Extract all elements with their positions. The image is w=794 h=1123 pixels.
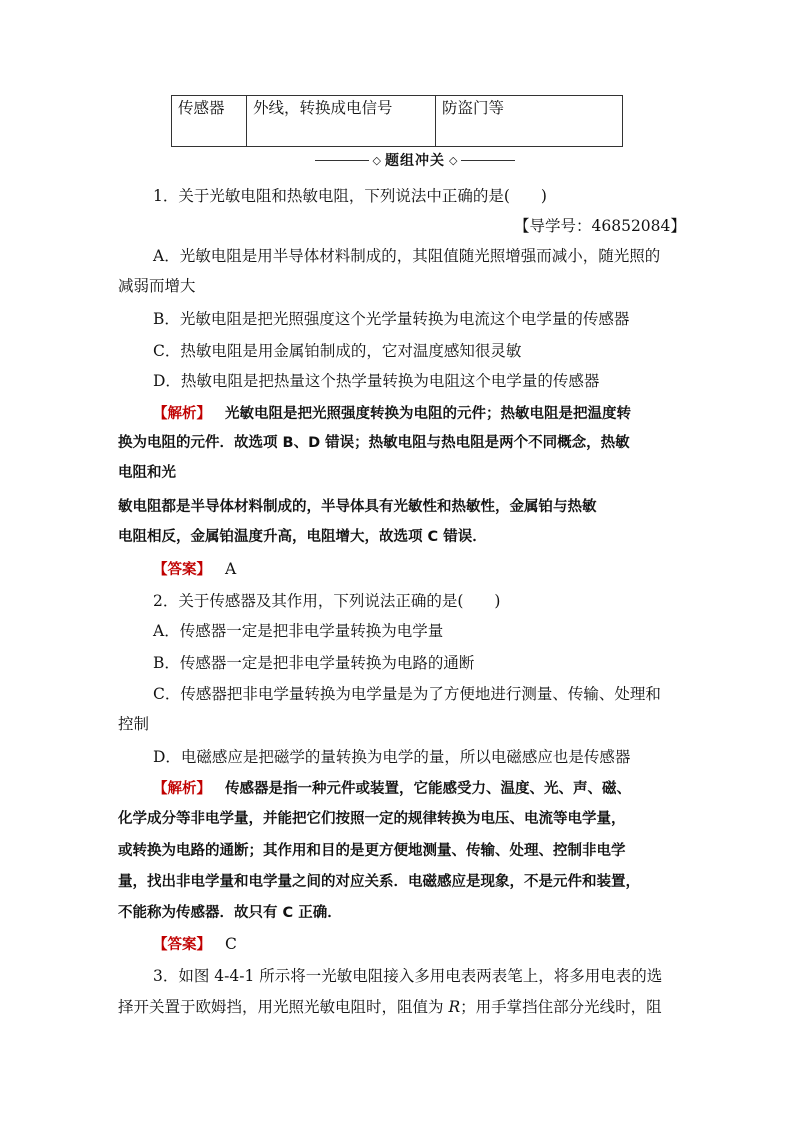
answer-value: C bbox=[225, 935, 237, 953]
q2-option-c-cont: 控制 bbox=[118, 715, 150, 733]
q2-analysis-line: 不能称为传感器．故只有 C 正确． bbox=[118, 905, 342, 921]
guide-number: 【导学号：46852084】 bbox=[514, 217, 686, 235]
analysis-tag: 【解析】 bbox=[153, 781, 211, 797]
question-3-stem-cont bbox=[118, 996, 662, 1018]
table-cell: 传感器 bbox=[172, 96, 247, 147]
diamond-icon: ◇ bbox=[372, 153, 381, 167]
divider-line bbox=[315, 160, 369, 161]
section-title: 题组冲关 bbox=[385, 153, 445, 169]
table-row bbox=[172, 96, 623, 147]
variable-r: R bbox=[448, 998, 461, 1016]
q2-option-a: A．传感器一定是把非电学量转换为电学量 bbox=[153, 622, 444, 640]
answer-tag: 【答案】 bbox=[153, 562, 211, 578]
table-cell: 外线，转换成电信号 bbox=[247, 96, 436, 147]
q2-analysis-line: 或转换为电路的通断；其作用和目的是更方便地测量、传输、处理、控制非电学 bbox=[118, 843, 626, 859]
q1-analysis-line: 电阻和光 bbox=[118, 465, 176, 481]
q2-answer-line bbox=[153, 933, 237, 956]
summary-table bbox=[171, 95, 623, 147]
q1-option-d: D．热敏电阻是把热量这个热学量转换为电阻这个电学量的传感器 bbox=[153, 372, 600, 390]
q1-analysis-line bbox=[153, 402, 631, 425]
analysis-text: 光敏电阻是把光照强度转换为电阻的元件；热敏电阻是把温度转 bbox=[225, 406, 631, 422]
table-cell: 防盗门等 bbox=[436, 96, 623, 147]
question-2-stem: 2．关于传感器及其作用，下列说法正确的是( ) bbox=[153, 592, 501, 610]
q1-option-a-cont: 减弱而增大 bbox=[118, 277, 196, 295]
section-divider bbox=[300, 150, 530, 170]
answer-tag: 【答案】 bbox=[153, 937, 211, 953]
q2-option-c: C．传感器把非电学量转换为电学量是为了方便地进行测量、传输、处理和 bbox=[153, 685, 661, 703]
analysis-tag: 【解析】 bbox=[153, 406, 211, 422]
q1-analysis-line: 敏电阻都是半导体材料制成的，半导体具有光敏性和热敏性，金属铂与热敏 bbox=[118, 499, 597, 515]
q1-option-a: A．光敏电阻是用半导体材料制成的，其阻值随光照增强而减小，随光照的 bbox=[153, 247, 661, 265]
analysis-text: 传感器是指一种元件或装置，它能感受力、温度、光、声、磁、 bbox=[225, 781, 631, 797]
q2-analysis-line bbox=[153, 777, 631, 800]
q1-option-c: C．热敏电阻是用金属铂制成的，它对温度感知很灵敏 bbox=[153, 342, 522, 360]
question-3-stem: 3．如图 4-4-1 所示将一光敏电阻接入多用电表两表笔上，将多用电表的选 bbox=[153, 967, 663, 985]
q1-answer-line bbox=[153, 558, 236, 581]
q1-option-b: B．光敏电阻是把光照强度这个光学量转换为电流这个电学量的传感器 bbox=[153, 310, 630, 328]
q2-analysis-line: 化学成分等非电学量，并能把它们按照一定的规律转换为电压、电流等电学量， bbox=[118, 811, 626, 827]
q1-analysis-line: 换为电阻的元件．故选项 B、D 错误；热敏电阻与热电阻是两个不同概念，热敏 bbox=[118, 435, 630, 451]
divider-line bbox=[461, 160, 515, 161]
q2-option-b: B．传感器一定是把非电学量转换为电路的通断 bbox=[153, 654, 475, 672]
q3-text: ；用手掌挡住部分光线时，阻 bbox=[460, 998, 662, 1016]
question-1-stem: 1．关于光敏电阻和热敏电阻，下列说法中正确的是( ) bbox=[153, 187, 547, 205]
q2-option-d: D．电磁感应是把磁学的量转换为电学的量，所以电磁感应也是传感器 bbox=[153, 748, 631, 766]
diamond-icon: ◇ bbox=[449, 153, 458, 167]
q2-analysis-line: 量，找出非电学量和电学量之间的对应关系．电磁感应是现象，不是元件和装置， bbox=[118, 874, 640, 890]
q1-analysis-line: 电阻相反，金属铂温度升高，电阻增大，故选项 C 错误． bbox=[118, 529, 487, 545]
answer-value: A bbox=[225, 560, 237, 578]
q3-text: 择开关置于欧姆挡，用光照光敏电阻时，阻值为 bbox=[118, 998, 449, 1016]
